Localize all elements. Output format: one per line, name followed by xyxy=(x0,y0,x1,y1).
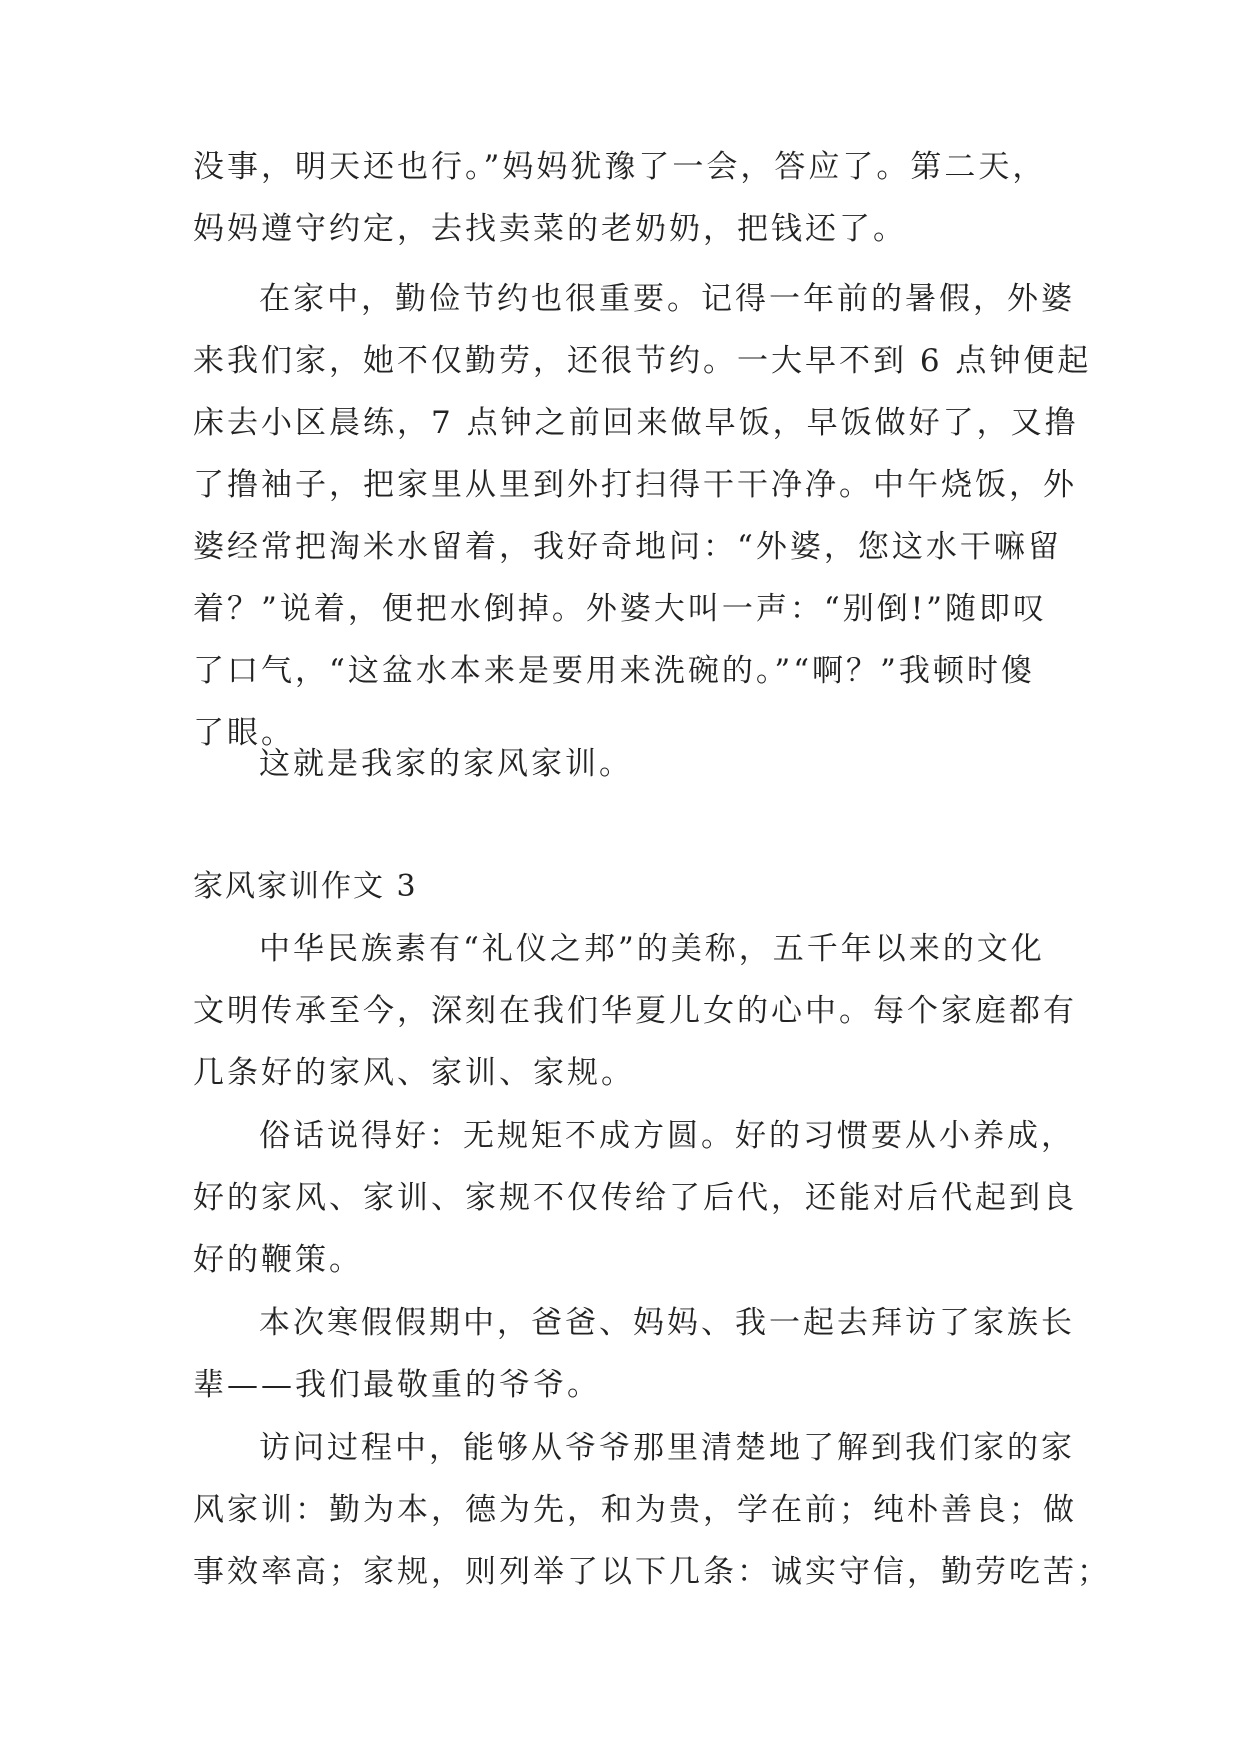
paragraph-line: 着？”说着，便把水倒掉。外婆大叫一声：“别倒!”随即叹 xyxy=(193,591,1047,627)
paragraph-line: 好的鞭策。 xyxy=(193,1242,363,1278)
paragraph-line: 访问过程中，能够从爷爷那里清楚地了解到我们家的家 xyxy=(259,1430,1075,1466)
paragraph-1 xyxy=(193,136,1073,260)
paragraph-line: 中华民族素有“礼仪之邦”的美称，五千年以来的文化 xyxy=(259,931,1045,967)
paragraph-line: 了撸袖子，把家里从里到外打扫得干干净净。中午烧饭，外 xyxy=(193,467,1077,503)
paragraph-6 xyxy=(193,1292,1073,1416)
section-title xyxy=(193,856,1073,918)
paragraph-line: 婆经常把淘米水留着，我好奇地问：“外婆，您这水干嘛留 xyxy=(193,529,1062,565)
paragraph-line: 好的家风、家训、家规不仅传给了后代，还能对后代起到良 xyxy=(193,1180,1077,1216)
paragraph-line: 这就是我家的家风家训。 xyxy=(259,746,633,782)
paragraph-7 xyxy=(193,1417,1111,1603)
paragraph-line: 风家训：勤为本，德为先，和为贵，学在前；纯朴善良；做 xyxy=(193,1492,1077,1528)
paragraph-line: 俗话说得好：无规矩不成方圆。好的习惯要从小养成， xyxy=(259,1118,1075,1154)
paragraph-line: 辈——我们最敬重的爷爷。 xyxy=(193,1367,601,1403)
paragraph-line: 在家中，勤俭节约也很重要。记得一年前的暑假，外婆 xyxy=(259,281,1075,317)
paragraph-line: 来我们家，她不仅勤劳，还很节约。一大早不到 6 点钟便起 xyxy=(193,343,1092,379)
paragraph-4 xyxy=(193,918,1077,1104)
paragraph-2 xyxy=(193,268,1092,764)
paragraph-3 xyxy=(193,733,1073,795)
paragraph-5 xyxy=(193,1105,1077,1291)
paragraph-line: 没事，明天还也行。”妈妈犹豫了一会，答应了。第二天， xyxy=(193,149,1047,185)
section-title-text: 家风家训作文 3 xyxy=(193,869,418,904)
paragraph-line: 了口气，“这盆水本来是要用来洗碗的。”“啊？”我顿时傻 xyxy=(193,653,1035,689)
paragraph-line: 床去小区晨练，7 点钟之前回来做早饭，早饭做好了，又撸 xyxy=(193,405,1079,441)
paragraph-line: 妈妈遵守约定，去找卖菜的老奶奶，把钱还了。 xyxy=(193,211,907,247)
paragraph-line: 文明传承至今，深刻在我们华夏儿女的心中。每个家庭都有 xyxy=(193,993,1077,1029)
paragraph-line: 本次寒假假期中，爸爸、妈妈、我一起去拜访了家族长 xyxy=(259,1305,1075,1341)
paragraph-line: 几条好的家风、家训、家规。 xyxy=(193,1055,635,1091)
paragraph-line: 了眼。 xyxy=(193,715,295,751)
paragraph-line: 事效率高；家规，则列举了以下几条：诚实守信，勤劳吃苦； xyxy=(193,1554,1111,1590)
